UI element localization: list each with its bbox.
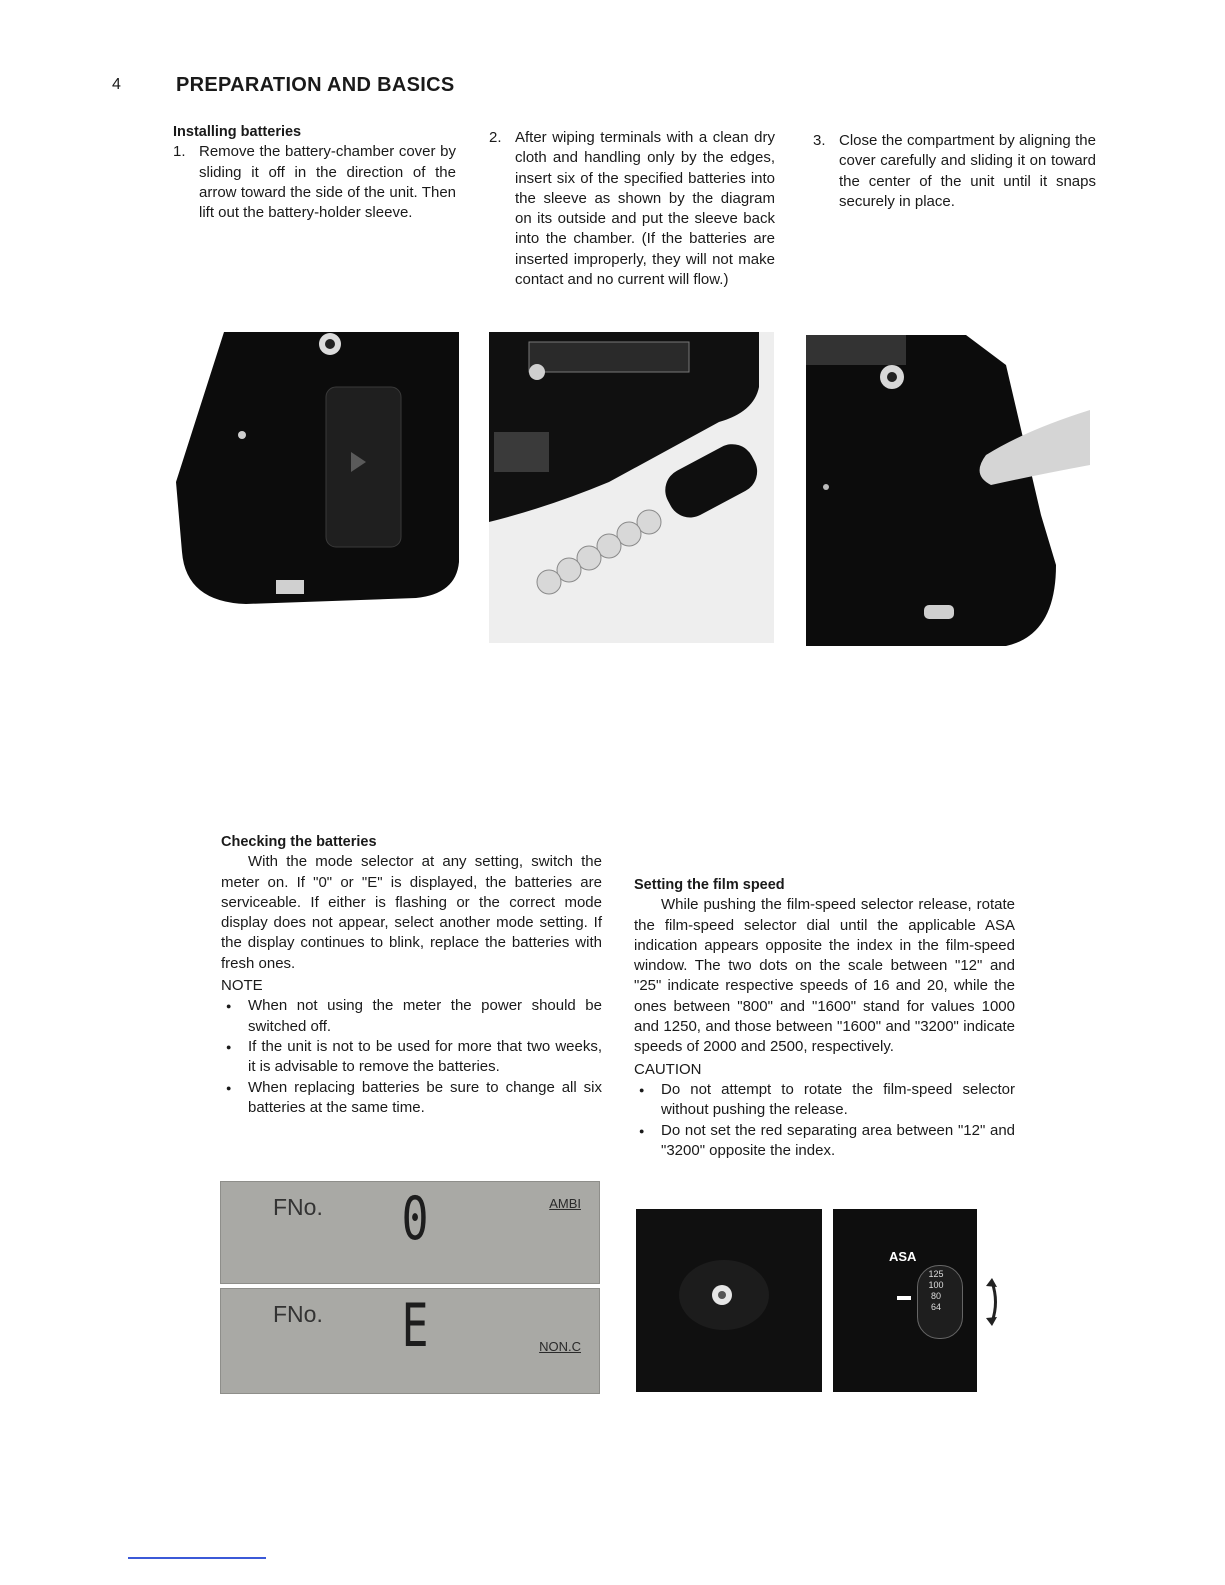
install-column-2 bbox=[489, 128, 775, 290]
note-list bbox=[221, 996, 602, 1118]
note-item: ● When not using the meter the power should be switched off. bbox=[221, 996, 602, 1037]
dial-scale bbox=[921, 1269, 951, 1313]
install-step-2 bbox=[489, 128, 775, 290]
install-step-3 bbox=[813, 131, 1096, 212]
batteries-sleeve-photo bbox=[489, 332, 774, 643]
note-item: ● When replacing batteries be sure to change all six batteries at the same time. bbox=[221, 1078, 602, 1119]
install-column-1 bbox=[173, 122, 456, 223]
dial-value: 125 bbox=[928, 1269, 944, 1279]
lcd-digit: E bbox=[401, 1291, 429, 1361]
step-number: 1. bbox=[173, 143, 186, 161]
step-text: Remove the battery-chamber cover by sliding it off in the direction of the arrow toward the side of the unit. Then lift out the battery-holder sleeve. bbox=[199, 143, 456, 222]
page-title: PREPARATION AND BASICS bbox=[176, 74, 455, 96]
install-column-3 bbox=[813, 131, 1096, 212]
fno-label: FNo. bbox=[273, 1194, 323, 1220]
lcd-display-ambi bbox=[220, 1181, 600, 1284]
caution-label: CAUTION bbox=[634, 1060, 702, 1078]
step-text: Close the compartment by aligning the cover carefully and sliding it on toward the center of the unit until it snaps securely in place. bbox=[839, 132, 1096, 210]
lcd-digit: 0 bbox=[401, 1184, 429, 1254]
fno-label: FNo. bbox=[273, 1301, 323, 1327]
dial-value: 80 bbox=[930, 1291, 941, 1301]
film-speed-body: While pushing the film-speed selector release, rotate the film-speed selector dial until the applicable ASA indication appears opposite the index in the film-speed window. The two dots on the scale between "12" and "25" indicate respective speeds of 16 and 20, while the ones between "800" and "1600" stand for values 1000 and 1250, and those between "1600" and "3200" indicate speeds of 2000 and 2500, respectively. bbox=[634, 896, 1015, 1056]
page-number: 4 bbox=[112, 76, 121, 93]
mode-indicator: AMBI bbox=[549, 1196, 581, 1211]
checking-section bbox=[221, 832, 602, 1118]
checking-heading: Checking the batteries bbox=[221, 834, 377, 850]
lcd-display-nonc bbox=[220, 1288, 600, 1394]
note-item: ● If the unit is not to be used for more that two weeks, it is advisable to remove the batteries. bbox=[221, 1037, 602, 1078]
footer-link[interactable] bbox=[128, 1557, 266, 1559]
note-label: NOTE bbox=[221, 977, 263, 995]
asa-label: ASA bbox=[889, 1249, 917, 1264]
closing-compartment-photo bbox=[806, 335, 1090, 646]
step-number: 2. bbox=[489, 129, 502, 146]
rotate-arrow-icon bbox=[984, 1278, 1000, 1326]
installing-heading: Installing batteries bbox=[173, 124, 302, 140]
checking-body: With the mode selector at any setting, switch the meter on. If "0" or "E" is displayed, the batteries are serviceable. If either is flashing or the correct mode display does not appear, select another mode setting. If the display continues to blink, replace the batteries with fresh ones. bbox=[221, 853, 602, 972]
caution-item: ● Do not set the red separating area between "12" and "3200" opposite the index. bbox=[634, 1121, 1015, 1162]
battery-cover-photo bbox=[176, 332, 459, 604]
dial-value: 100 bbox=[928, 1280, 944, 1290]
step-number: 3. bbox=[813, 132, 826, 149]
caution-list bbox=[634, 1080, 1015, 1161]
film-speed-section bbox=[634, 875, 1015, 1161]
mode-indicator: NON.C bbox=[539, 1339, 581, 1354]
index-mark bbox=[897, 1296, 911, 1300]
film-speed-heading: Setting the film speed bbox=[634, 877, 785, 893]
asa-dial-photo bbox=[833, 1209, 977, 1392]
caution-item: ● Do not attempt to rotate the film-speed selector without pushing the release. bbox=[634, 1080, 1015, 1121]
selector-release-photo bbox=[636, 1209, 822, 1392]
install-step-1 bbox=[173, 142, 456, 223]
step-text: After wiping terminals with a clean dry cloth and handling only by the edges, insert six of the specified batteries into the sleeve as shown by the diagram on its outside and put the sleeve back into the chamber. (If the batteries are inserted improperly, they will not make contact and no current will flow.) bbox=[515, 129, 775, 289]
dial-value: 64 bbox=[930, 1302, 941, 1312]
